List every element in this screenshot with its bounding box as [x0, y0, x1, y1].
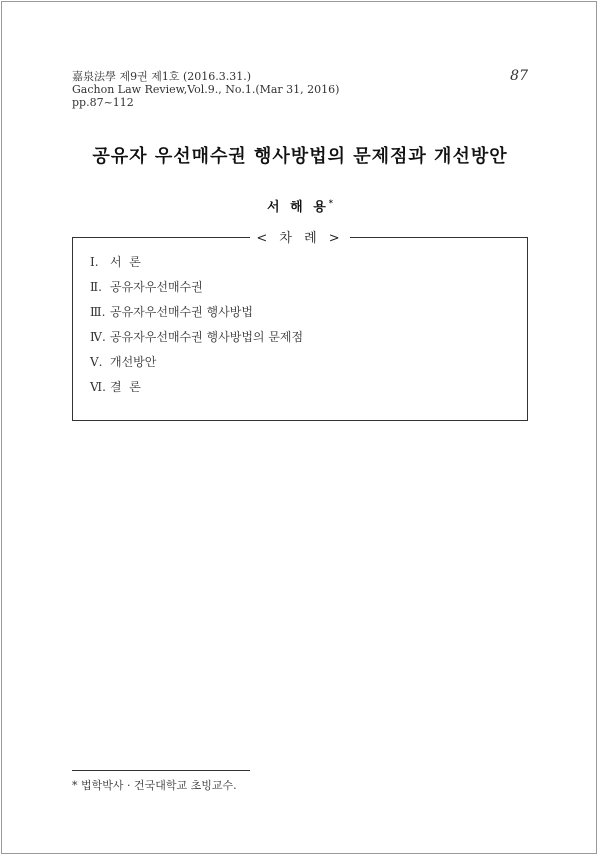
author-line — [0, 196, 600, 215]
author-footnote: * 법학박사 · 건국대학교 초빙교수. — [72, 779, 237, 792]
toc-item — [90, 250, 303, 275]
toc-item — [90, 275, 303, 300]
toc-heading-label: 차 례 — [279, 231, 321, 246]
toc-item-number: Ⅰ. — [90, 255, 99, 269]
toc-item-number: Ⅱ. — [90, 280, 102, 294]
toc-item-number: Ⅲ. — [90, 305, 106, 319]
toc-item — [90, 350, 303, 375]
toc-item — [90, 325, 303, 350]
toc-item-number: Ⅵ. — [90, 380, 106, 394]
toc-item-number: Ⅴ. — [90, 355, 103, 369]
journal-citation-english: Gachon Law Review,Vol.9., No.1.(Mar 31, 2016) — [72, 83, 340, 96]
toc-item — [90, 375, 303, 400]
toc-list — [90, 250, 303, 400]
toc-item-label: 결 론 — [110, 380, 141, 394]
toc-item-label: 개선방안 — [110, 355, 157, 369]
page-number: 87 — [510, 68, 528, 84]
toc-item-label: 서 론 — [110, 255, 141, 269]
paper-title: 공유자 우선매수권 행사방법의 문제점과 개선방안 — [92, 146, 508, 167]
author-footnote-mark: * — [328, 197, 333, 208]
page-frame — [1, 1, 597, 854]
toc-item — [90, 300, 303, 325]
journal-citation-korean: 嘉泉法學 제9권 제1호 (2016.3.31.) — [72, 70, 252, 83]
journal-page-range: pp.87~112 — [72, 96, 134, 109]
toc-item-label: 공유자우선매수권 — [110, 280, 203, 294]
footnote-divider — [72, 770, 250, 771]
journal-citation — [72, 70, 339, 109]
toc-heading — [0, 227, 600, 246]
toc-item-label: 공유자우선매수권 행사방법 — [110, 305, 253, 319]
toc-item-label: 공유자우선매수권 행사방법의 문제점 — [110, 330, 304, 344]
toc-bracket-right: > — [328, 231, 344, 246]
toc-item-number: Ⅳ. — [90, 330, 106, 344]
author-name: 서 해 용 — [267, 200, 329, 215]
toc-bracket-left: < — [256, 231, 272, 246]
